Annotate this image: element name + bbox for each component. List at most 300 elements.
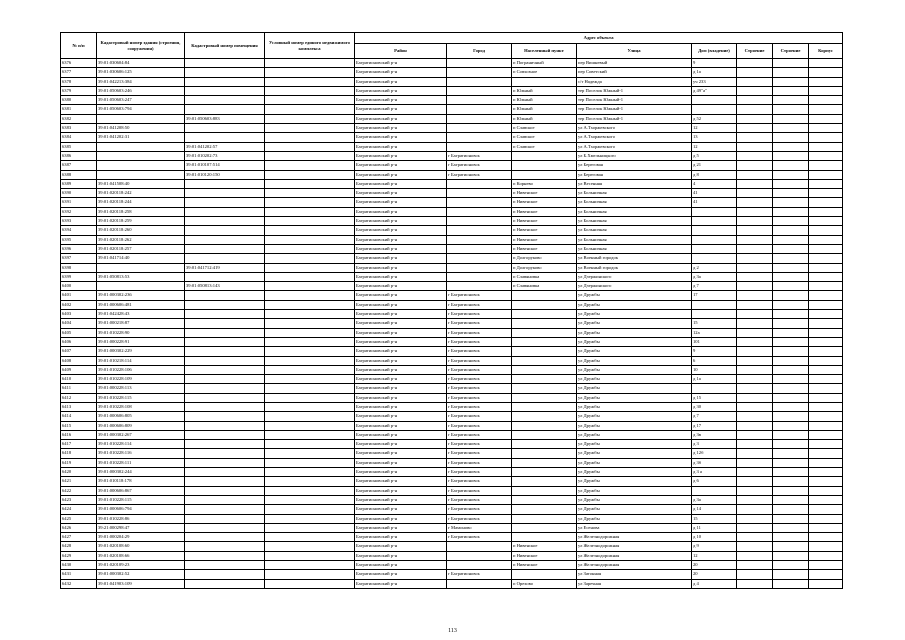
cell-locality: п Нивенское	[512, 551, 577, 560]
cell-city	[447, 235, 512, 244]
cell-row-num: 6384	[61, 133, 97, 142]
table-row	[61, 96, 843, 105]
cell-district: Багратионовский р-н	[355, 235, 447, 244]
cell-house	[692, 217, 737, 226]
cell-house: 20	[692, 561, 737, 570]
cell-city: г Багратионовск	[447, 421, 512, 430]
cell-structure	[773, 291, 809, 300]
cell-building	[737, 226, 773, 235]
cell-house	[692, 486, 737, 495]
cell-city: г Багратионовск	[447, 365, 512, 374]
cell-district: Багратионовский р-н	[355, 495, 447, 504]
cell-district: Багратионовский р-н	[355, 402, 447, 411]
cell-block	[809, 263, 843, 272]
table-row	[61, 105, 843, 114]
cell-district: Багратионовский р-н	[355, 244, 447, 253]
cell-block	[809, 226, 843, 235]
cell-cad-building: 39:01:020108:60	[97, 542, 185, 551]
cell-locality: п Южный	[512, 105, 577, 114]
cell-district: Багратионовский р-н	[355, 477, 447, 486]
cell-city	[447, 142, 512, 151]
header-district: Район	[355, 44, 447, 59]
cell-street: ул Дружбы	[577, 375, 692, 384]
cell-locality: п Долгоруково	[512, 254, 577, 263]
table-row	[61, 430, 843, 439]
header-locality: Населенный пункт	[512, 44, 577, 59]
cell-city: г Багратионовск	[447, 430, 512, 439]
cell-street: тер Поселок Южный-1	[577, 86, 692, 95]
cell-district: Багратионовский р-н	[355, 421, 447, 430]
cell-row-num: 6419	[61, 458, 97, 467]
cell-district: Багратионовский р-н	[355, 375, 447, 384]
cell-cond-num	[265, 440, 355, 449]
cell-building	[737, 561, 773, 570]
cell-cad-room	[185, 133, 265, 142]
cell-street: ул Дружбы	[577, 495, 692, 504]
cell-locality: п Нивенское	[512, 235, 577, 244]
cell-cad-room	[185, 68, 265, 77]
register-page	[60, 32, 842, 589]
cell-cond-num	[265, 96, 355, 105]
cell-cad-building	[97, 170, 185, 179]
cell-house: 10	[692, 365, 737, 374]
cell-locality: п Нивенское	[512, 198, 577, 207]
cell-cad-building: 39:01:042213:384	[97, 77, 185, 86]
cell-locality	[512, 337, 577, 346]
cell-cad-building: 39:01:050813:53	[97, 272, 185, 281]
cell-row-num: 6388	[61, 170, 97, 179]
cell-street: ул Дружбы	[577, 505, 692, 514]
cell-cad-room	[185, 421, 265, 430]
cell-block	[809, 505, 843, 514]
cell-cad-room	[185, 542, 265, 551]
cell-cad-building: 39:01:020118:259	[97, 217, 185, 226]
cell-district: Багратионовский р-н	[355, 579, 447, 588]
cell-district: Багратионовский р-н	[355, 291, 447, 300]
cell-structure	[773, 402, 809, 411]
cell-city: г Багратионовск	[447, 402, 512, 411]
cell-locality	[512, 458, 577, 467]
cell-row-num: 6428	[61, 542, 97, 551]
cell-district: Багратионовский р-н	[355, 142, 447, 151]
cell-street: ул Дружбы	[577, 402, 692, 411]
cell-row-num: 6398	[61, 263, 97, 272]
cell-locality: п Славское	[512, 142, 577, 151]
cell-structure	[773, 495, 809, 504]
cell-street: ул Дружбы	[577, 365, 692, 374]
cell-building	[737, 235, 773, 244]
cell-building	[737, 542, 773, 551]
cell-cad-building: 39:01:042428:43	[97, 310, 185, 319]
cell-cond-num	[265, 365, 355, 374]
cell-structure	[773, 384, 809, 393]
cell-street: с/т Надежда	[577, 77, 692, 86]
table-row	[61, 579, 843, 588]
cell-street: ул Дружбы	[577, 356, 692, 365]
cell-cond-num	[265, 161, 355, 170]
cell-cad-room	[185, 217, 265, 226]
cell-cad-room	[185, 440, 265, 449]
cell-city: г Багратионовск	[447, 151, 512, 160]
cell-house: 12а	[692, 328, 737, 337]
cell-row-num: 6423	[61, 495, 97, 504]
cell-cad-building: 39:01:010228:108	[97, 402, 185, 411]
header-num: № п/п	[61, 33, 97, 59]
cell-city	[447, 551, 512, 560]
table-row	[61, 189, 843, 198]
cell-house: 41	[692, 189, 737, 198]
cell-block	[809, 393, 843, 402]
cell-locality	[512, 170, 577, 179]
cell-cond-num	[265, 495, 355, 504]
cell-street: ул Дружбы	[577, 328, 692, 337]
cell-street: ул Дружбы	[577, 440, 692, 449]
cell-block	[809, 551, 843, 560]
cell-house: 4	[692, 179, 737, 188]
table-row	[61, 124, 843, 133]
cell-city: г Мамоново	[447, 523, 512, 532]
cell-row-num: 6387	[61, 161, 97, 170]
cell-cond-num	[265, 207, 355, 216]
cell-cad-building: 39:01:000606:809	[97, 421, 185, 430]
cell-structure	[773, 468, 809, 477]
cell-cad-room	[185, 458, 265, 467]
cell-row-num: 6380	[61, 96, 97, 105]
cell-cad-room: 39:01:050603:883	[185, 114, 265, 123]
header-cad-building: Кадастровый номер здания (строения, сооружения)	[97, 33, 185, 59]
cell-cad-building	[97, 263, 185, 272]
cell-cond-num	[265, 319, 355, 328]
cell-city: г Багратионовск	[447, 310, 512, 319]
cell-cad-room	[185, 226, 265, 235]
cell-cad-room	[185, 77, 265, 86]
cell-block	[809, 207, 843, 216]
cell-district: Багратионовский р-н	[355, 551, 447, 560]
header-house: Дом (владение)	[692, 44, 737, 59]
cell-structure	[773, 161, 809, 170]
cell-city	[447, 542, 512, 551]
cell-structure	[773, 170, 809, 179]
cell-cad-room	[185, 375, 265, 384]
cell-locality	[512, 291, 577, 300]
cell-locality	[512, 319, 577, 328]
cell-locality	[512, 523, 577, 532]
cell-block	[809, 477, 843, 486]
table-row	[61, 551, 843, 560]
cell-row-num: 6420	[61, 468, 97, 477]
cell-house: д 7	[692, 282, 737, 291]
cell-street: тер Поселок Южный-1	[577, 96, 692, 105]
cell-cond-num	[265, 198, 355, 207]
table-row	[61, 542, 843, 551]
cell-block	[809, 570, 843, 579]
cell-cad-room	[185, 384, 265, 393]
cell-structure	[773, 114, 809, 123]
cell-locality	[512, 505, 577, 514]
header-building: Строение	[737, 44, 773, 59]
cell-structure	[773, 226, 809, 235]
cell-locality	[512, 310, 577, 319]
table-row	[61, 393, 843, 402]
cell-structure	[773, 254, 809, 263]
cell-house: д 5	[692, 151, 737, 160]
cell-building	[737, 551, 773, 560]
cell-district: Багратионовский р-н	[355, 263, 447, 272]
cell-cad-room	[185, 393, 265, 402]
cell-cad-room	[185, 402, 265, 411]
cell-structure	[773, 477, 809, 486]
cell-structure	[773, 96, 809, 105]
cell-block	[809, 365, 843, 374]
cell-street: ул Дружбы	[577, 393, 692, 402]
cell-locality	[512, 570, 577, 579]
cell-city: г Багратионовск	[447, 356, 512, 365]
cell-city: г Багратионовск	[447, 328, 512, 337]
cell-street: ул Затонная	[577, 570, 692, 579]
cell-house	[692, 96, 737, 105]
cell-cond-num	[265, 347, 355, 356]
cell-cad-room	[185, 430, 265, 439]
cell-street: тер Поселок Южный-1	[577, 114, 692, 123]
table-row	[61, 412, 843, 421]
cell-cad-room	[185, 310, 265, 319]
cell-cond-num	[265, 468, 355, 477]
cell-block	[809, 523, 843, 532]
cell-row-num: 6397	[61, 254, 97, 263]
cell-district: Багратионовский р-н	[355, 468, 447, 477]
cell-cad-building: 39:01:010228:86	[97, 514, 185, 523]
cell-building	[737, 523, 773, 532]
table-row	[61, 384, 843, 393]
cell-district: Багратионовский р-н	[355, 161, 447, 170]
cell-city	[447, 105, 512, 114]
cell-city: г Багратионовск	[447, 458, 512, 467]
cell-block	[809, 96, 843, 105]
cell-district: Багратионовский р-н	[355, 310, 447, 319]
cell-block	[809, 59, 843, 68]
table-row	[61, 77, 843, 86]
cell-house: 12	[692, 124, 737, 133]
cell-district: Багратионовский р-н	[355, 198, 447, 207]
cell-district: Багратионовский р-н	[355, 561, 447, 570]
cell-cond-num	[265, 533, 355, 542]
cell-row-num: 6400	[61, 282, 97, 291]
cell-block	[809, 319, 843, 328]
cell-building	[737, 310, 773, 319]
cell-street: ул Железнодорожная	[577, 533, 692, 542]
cell-block	[809, 402, 843, 411]
header-city: Город	[447, 44, 512, 59]
cell-structure	[773, 310, 809, 319]
cell-row-num: 6394	[61, 226, 97, 235]
cell-city: г Багратионовск	[447, 570, 512, 579]
cell-district: Багратионовский р-н	[355, 217, 447, 226]
cell-block	[809, 421, 843, 430]
cell-block	[809, 561, 843, 570]
cell-cad-building: 39:01:000606:867	[97, 486, 185, 495]
cell-cad-room	[185, 207, 265, 216]
cell-district: Багратионовский р-н	[355, 124, 447, 133]
cell-street: ул Дружбы	[577, 486, 692, 495]
cell-cond-num	[265, 542, 355, 551]
cell-cad-building	[97, 114, 185, 123]
cell-structure	[773, 282, 809, 291]
cell-district: Багратионовский р-н	[355, 337, 447, 346]
cell-structure	[773, 533, 809, 542]
cell-row-num: 6430	[61, 561, 97, 570]
cell-house	[692, 254, 737, 263]
cell-building	[737, 170, 773, 179]
cell-street: ул Дружбы	[577, 449, 692, 458]
cell-street: ул Дружбы	[577, 347, 692, 356]
cell-cond-num	[265, 412, 355, 421]
cell-locality: п Южный	[512, 96, 577, 105]
cell-cad-room	[185, 365, 265, 374]
cell-house: 41	[692, 198, 737, 207]
cell-locality: п Нивенское	[512, 189, 577, 198]
cell-locality	[512, 393, 577, 402]
cell-cad-room	[185, 300, 265, 309]
cell-city	[447, 198, 512, 207]
cell-city: г Багратионовск	[447, 514, 512, 523]
cell-cond-num	[265, 430, 355, 439]
cell-district: Багратионовский р-н	[355, 68, 447, 77]
cell-district: Багратионовский р-н	[355, 189, 447, 198]
cell-building	[737, 161, 773, 170]
cell-block	[809, 300, 843, 309]
cell-locality	[512, 402, 577, 411]
header-block: Корпус	[809, 44, 843, 59]
cell-street: ул Больничная	[577, 217, 692, 226]
cell-cad-room	[185, 477, 265, 486]
cell-street: ул Дружбы	[577, 310, 692, 319]
table-row	[61, 161, 843, 170]
cell-city	[447, 226, 512, 235]
cell-house: 9	[692, 59, 737, 68]
cell-row-num: 6395	[61, 235, 97, 244]
cell-structure	[773, 458, 809, 467]
cell-cad-building: 39:01:010228:106	[97, 365, 185, 374]
cell-city	[447, 133, 512, 142]
cell-cad-building: 39:01:000606:794	[97, 505, 185, 514]
cell-row-num: 6417	[61, 440, 97, 449]
cell-cad-room	[185, 124, 265, 133]
cell-cad-room	[185, 579, 265, 588]
cell-district: Багратионовский р-н	[355, 328, 447, 337]
cell-building	[737, 477, 773, 486]
table-row	[61, 402, 843, 411]
cell-cad-room	[185, 86, 265, 95]
cell-building	[737, 533, 773, 542]
cell-cad-building: 39:01:010218:114	[97, 356, 185, 365]
cell-city	[447, 254, 512, 263]
cell-building	[737, 282, 773, 291]
cell-district: Багратионовский р-н	[355, 542, 447, 551]
cell-building	[737, 430, 773, 439]
cell-block	[809, 468, 843, 477]
cell-building	[737, 421, 773, 430]
cell-structure	[773, 579, 809, 588]
cell-cad-room	[185, 254, 265, 263]
cell-house: д 10	[692, 533, 737, 542]
cell-cond-num	[265, 133, 355, 142]
cell-cad-room	[185, 319, 265, 328]
cell-district: Багратионовский р-н	[355, 523, 447, 532]
table-row	[61, 282, 843, 291]
cell-cad-room	[185, 551, 265, 560]
table-row	[61, 347, 843, 356]
cell-locality: п Славяновка	[512, 272, 577, 281]
cell-cad-room	[185, 570, 265, 579]
cell-cad-building	[97, 282, 185, 291]
cell-structure	[773, 263, 809, 272]
cell-cond-num	[265, 263, 355, 272]
cell-city: г Багратионовск	[447, 170, 512, 179]
table-row	[61, 226, 843, 235]
cell-structure	[773, 514, 809, 523]
cell-street: ул Больничная	[577, 207, 692, 216]
cell-street: ул Дружбы	[577, 337, 692, 346]
cell-structure	[773, 551, 809, 560]
cell-row-num: 6381	[61, 105, 97, 114]
cell-locality	[512, 514, 577, 523]
cell-city	[447, 189, 512, 198]
cell-structure	[773, 328, 809, 337]
cell-house: д 52	[692, 114, 737, 123]
cell-house	[692, 226, 737, 235]
cell-structure	[773, 430, 809, 439]
cell-locality: п Нивенское	[512, 217, 577, 226]
cell-locality	[512, 430, 577, 439]
cell-cond-num	[265, 59, 355, 68]
cell-cad-building: 39:01:020118:257	[97, 244, 185, 253]
cell-street: пер Советский	[577, 68, 692, 77]
cell-street: ул Военный городок	[577, 254, 692, 263]
table-header	[61, 33, 843, 59]
cell-building	[737, 133, 773, 142]
cell-district: Багратионовский р-н	[355, 505, 447, 514]
cell-cad-building: 39:01:050603:794	[97, 105, 185, 114]
cell-cad-building	[97, 142, 185, 151]
cell-locality: п Нивенское	[512, 561, 577, 570]
cell-row-num: 6422	[61, 486, 97, 495]
cell-street: ул Дружбы	[577, 319, 692, 328]
table-row	[61, 244, 843, 253]
cell-cond-num	[265, 477, 355, 486]
cell-block	[809, 142, 843, 151]
cell-city	[447, 68, 512, 77]
cell-cad-building: 39:01:020118:244	[97, 198, 185, 207]
cell-row-num: 6418	[61, 449, 97, 458]
cell-cad-building: 39:01:041714:40	[97, 254, 185, 263]
cell-locality: п Нивенское	[512, 542, 577, 551]
cell-structure	[773, 347, 809, 356]
cell-locality	[512, 347, 577, 356]
cell-building	[737, 365, 773, 374]
cell-city	[447, 282, 512, 291]
cell-block	[809, 105, 843, 114]
cell-district: Багратионовский р-н	[355, 319, 447, 328]
cell-block	[809, 337, 843, 346]
cell-cond-num	[265, 384, 355, 393]
cell-block	[809, 189, 843, 198]
cell-city: г Багратионовск	[447, 375, 512, 384]
cell-cond-num	[265, 514, 355, 523]
table-row	[61, 337, 843, 346]
cell-cad-building: 39:01:010228:109	[97, 375, 185, 384]
cell-house: д 14	[692, 505, 737, 514]
cell-cad-building: 39:01:010118:178	[97, 477, 185, 486]
